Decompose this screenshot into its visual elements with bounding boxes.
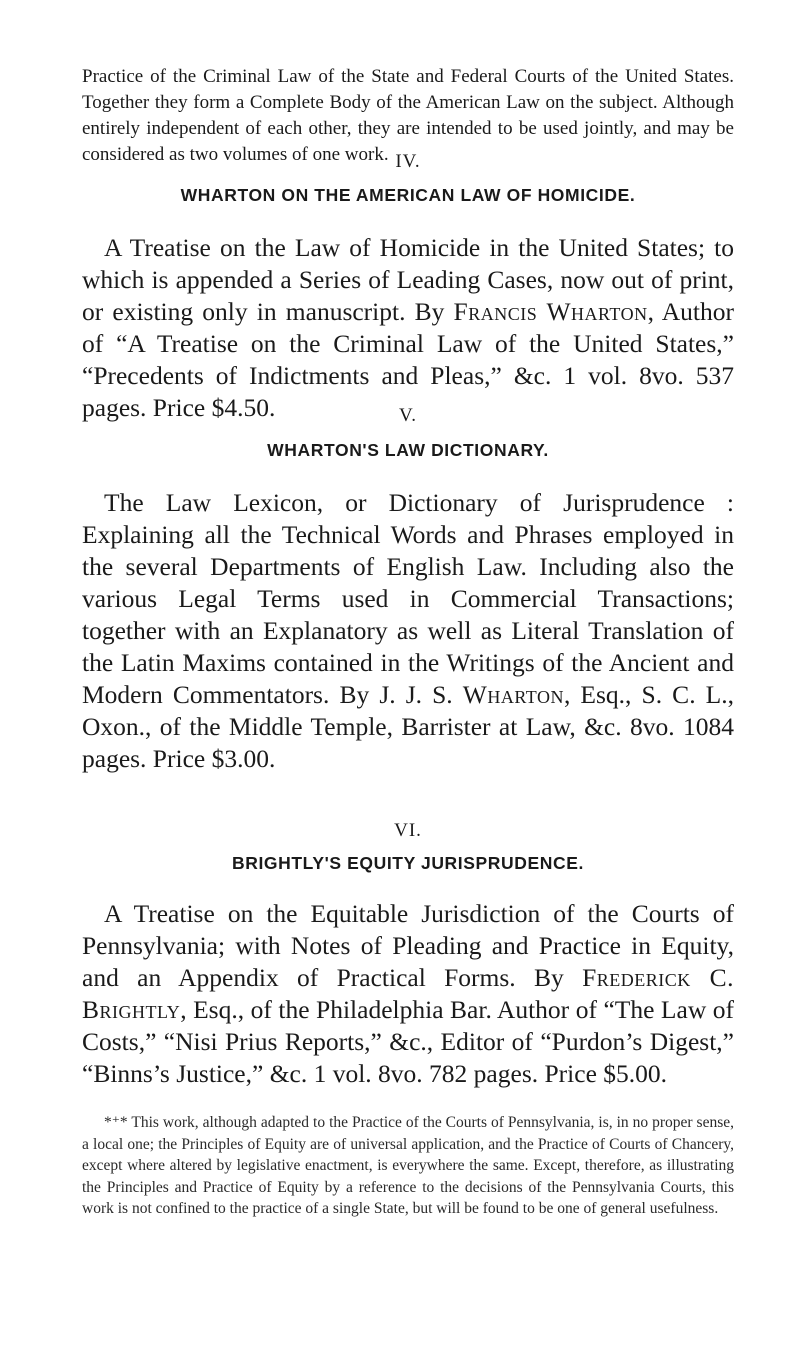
body-text: , Author of “A Treatise on the Criminal Law of the United States,” “Precedents of Indictments and Pleas,” &c. 1 vol. 8vo. 537 pages. Price $4.50. <box>82 297 734 422</box>
author-name: Francis Wharton <box>453 297 648 326</box>
section-body-dictionary <box>82 487 734 775</box>
section-body-homicide <box>82 232 734 424</box>
section-numeral-v: V. <box>398 405 418 426</box>
section-body-equity <box>82 898 734 1090</box>
section-heading-equity: BRIGHTLY'S EQUITY JURISPRUDENCE. <box>231 853 585 873</box>
section-numeral-vi: VI. <box>394 820 422 841</box>
body-text: A Treatise on the Equitable Jurisdiction of the Courts of Pennsylvania; with Notes of Pleading and Practice in Equity, and an Appendix of Practical Forms. By <box>82 899 734 992</box>
intro-paragraph: Practice of the Criminal Law of the State and Federal Courts of the United States. Together they form a Complete Body of the American Law on the subject. Although entirely independent of each other, they are intended to be used jointly, and may be considered as two volumes of one work. <box>82 66 734 165</box>
footnote <box>82 1112 734 1220</box>
body-text: A Treatise on the Law of Homicide in the United States; to which is appended a Series of Leading Cases, now out of print, or existing only in manuscript. By <box>82 233 734 326</box>
section-heading-homicide: WHARTON ON THE AMERICAN LAW OF HOMICIDE. <box>180 185 636 205</box>
body-text: The Law Lexicon, or Dictionary of Jurisprudence : Explaining all the Technical Words and Phrases employed in the several Departments of English Law. Including also the various Legal Terms used in Commercial Transactions; together with an Explanatory as well as Literal Translation of the Latin Maxims contained in the Writings of the Ancient and Modern Commentators. By J. J. S. <box>82 488 734 709</box>
author-name: Wharton <box>462 680 564 709</box>
section-heading-dictionary: WHARTON'S LAW DICTIONARY. <box>267 440 549 460</box>
author-name: Frederick C. Brightly <box>82 963 734 1024</box>
body-text: , Esq., S. C. L., Oxon., of the Middle Temple, Barrister at Law, &c. 8vo. 1084 pages. Price $3.00. <box>82 680 734 773</box>
section-numeral-iv: IV. <box>395 151 421 172</box>
footnote-text: This work, although adapted to the Practice of the Courts of Pennsylvania, is, in no proper sense, a local one; the Principles of Equity are of universal application, and the Practice of Courts of Chancery, except where altered by legislative enactment, is everywhere the same. Except, therefore, as illustrating the Principles and Practice of Equity by a reference to the decisions of the Pennsylvania Courts, this work is not confined to the practice of a single State, but will be found to be one of general usefulness. <box>82 1114 734 1217</box>
body-text: , Esq., of the Philadelphia Bar. Author of “The Law of Costs,” “Nisi Prius Reports,” &c., Editor of “Purdon’s Digest,” “Binns’s Justice,” &c. 1 vol. 8vo. 782 pages. Price $5.00. <box>82 995 734 1088</box>
footnote-mark: *⁺* <box>104 1114 128 1131</box>
